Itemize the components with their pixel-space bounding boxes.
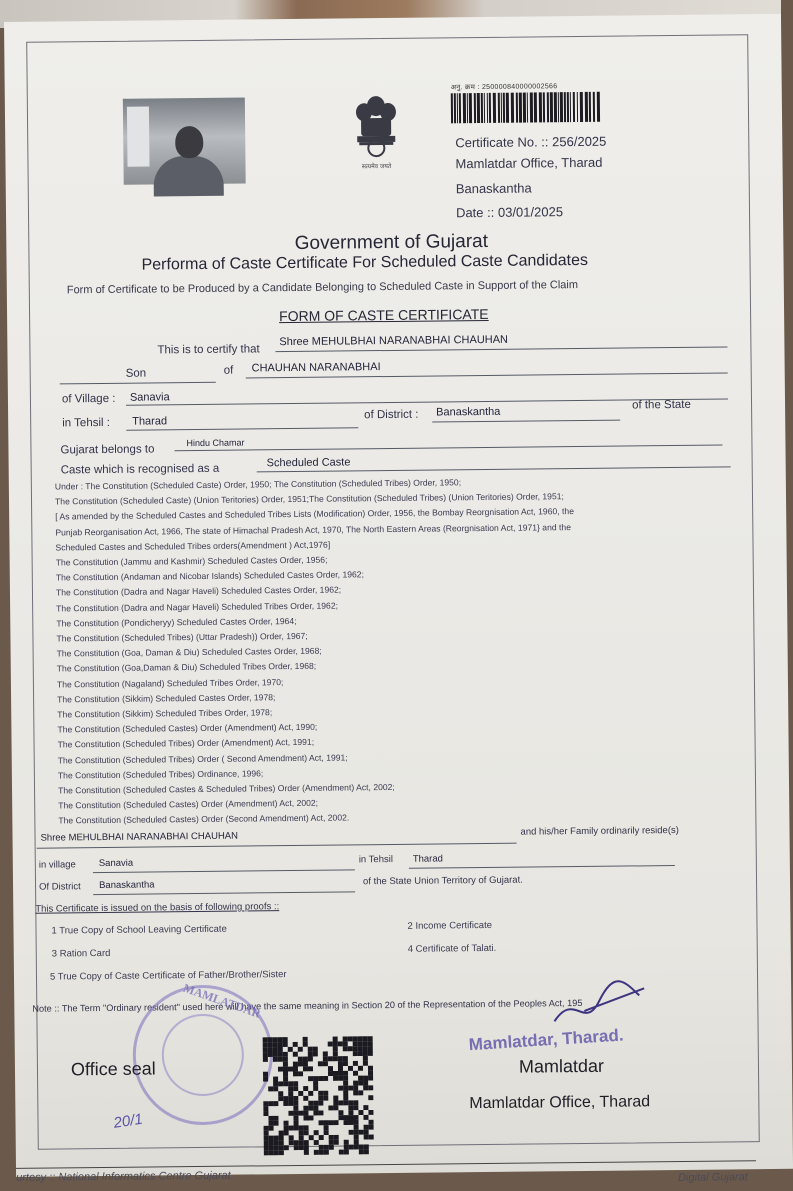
order-line: Punjab Reorganisation Act, 1966, The state of Himachal Pradesh Act, 1970, The North Eastern Areas (Reorgnisation Act, 1971} and the bbox=[55, 521, 572, 538]
order-line: The Constitution (Goa, Daman & Diu) Scheduled Castes Order, 1968; bbox=[56, 645, 322, 659]
order-line: The Constitution (Jammu and Kashmir) Scheduled Castes Order, 1956; bbox=[55, 554, 328, 568]
res-district-label: Of District bbox=[39, 881, 81, 893]
tehsil-value: Tharad bbox=[132, 415, 168, 428]
footer-courtesy: urtesy :: National Informatics Centre Gujarat bbox=[16, 1169, 231, 1184]
belongs-label: Gujarat belongs to bbox=[60, 443, 155, 457]
relation: Son bbox=[125, 367, 147, 380]
certificate-number: Certificate No. :: 256/2025 bbox=[455, 133, 607, 151]
order-line: The Constitution (Scheduled Tribes) Ordinance, 1996; bbox=[57, 768, 264, 781]
signed-stamp-text: Mamlatdar, Tharad. bbox=[468, 1025, 625, 1055]
village-value: Sanavia bbox=[129, 391, 170, 404]
res-district-value: Banaskantha bbox=[98, 879, 155, 892]
recognised-value: Scheduled Caste bbox=[266, 456, 351, 470]
village-label: of Village : bbox=[61, 392, 116, 406]
proof-item-3: 3 Ration Card bbox=[51, 947, 111, 960]
order-line: The Constitution (Sikkim) Scheduled Tribes Order, 1978; bbox=[57, 707, 273, 720]
order-line: The Constitution (Andaman and Nicobar Islands) Scheduled Castes Order, 1962; bbox=[55, 569, 364, 583]
form-description: Form of Certificate to be Produced by a Candidate Belonging to Scheduled Caste in Support of the Claim bbox=[66, 279, 579, 297]
constitution-orders-list bbox=[55, 473, 719, 830]
res-state-text: of the State Union Territory of Gujarat. bbox=[362, 874, 523, 888]
signatory-title: Mamlatdar bbox=[518, 1055, 605, 1077]
handwritten-date: 20/1 bbox=[112, 1110, 144, 1132]
issuing-district: Banaskantha bbox=[455, 180, 532, 197]
performa-title: Performa of Caste Certificate For Scheduled Caste Candidates bbox=[141, 251, 589, 274]
order-line: The Constitution (Scheduled Castes) Order (Amendment) Act, 2002; bbox=[58, 798, 319, 811]
government-title: Government of Gujarat bbox=[294, 230, 489, 254]
proof-item-1: 1 True Copy of School Leaving Certificate bbox=[51, 923, 227, 937]
candidate-name: Shree MEHULBHAI NARANABHAI CHAUHAN bbox=[279, 333, 509, 349]
footer-brand: Digital Gujarat bbox=[678, 1171, 748, 1185]
order-line: The Constitution (Scheduled Castes) Order (Amendment) Act, 1990; bbox=[57, 722, 318, 735]
order-line: The Constitution (Dadra and Nagar Haveli) Scheduled Tribes Order, 1962; bbox=[56, 600, 339, 614]
res-village-label: in village bbox=[38, 859, 76, 871]
barcode-icon bbox=[451, 92, 601, 124]
emblem-caption: सत्यमेव जयते bbox=[361, 162, 392, 171]
national-emblem-icon bbox=[347, 92, 406, 173]
order-line: The Constitution (Dadra and Nagar Haveli) Scheduled Castes Order, 1962; bbox=[55, 584, 342, 598]
district-label: of District : bbox=[364, 408, 419, 422]
of-state: of the State bbox=[631, 398, 691, 412]
res-tehsil-value: Tharad bbox=[412, 853, 443, 865]
tehsil-label: in Tehsil : bbox=[62, 416, 111, 430]
certify-intro: This is to certify that bbox=[157, 343, 260, 357]
order-line: Scheduled Castes and Scheduled Tribes orders(Amendment ) Act,1976] bbox=[55, 539, 331, 553]
res-village-value: Sanavia bbox=[98, 857, 134, 870]
order-line: The Constitution (Nagaland) Scheduled Tribes Order, 1970; bbox=[56, 676, 284, 690]
order-line: The Constitution (Scheduled Castes & Scheduled Tribes) Order (Amendment) Act, 2002; bbox=[57, 782, 395, 796]
qr-code-icon bbox=[263, 1036, 374, 1155]
of-label: of bbox=[223, 364, 234, 377]
form-caste-title: FORM OF CASTE CERTIFICATE bbox=[279, 305, 489, 325]
note-text: Note :: The Term "Ordinary resident" used here will have the same meaning in Section 20 of the Representation of the Peoples Act, 195 bbox=[32, 997, 583, 1014]
proof-item-4: 4 Certificate of Talati. bbox=[407, 942, 497, 955]
order-line: The Constitution (Scheduled Tribes) (Uttar Pradesh)) Order, 1967; bbox=[56, 630, 308, 644]
proofs-heading: This Certificate is issued on the basis of following proofs :: bbox=[35, 901, 280, 915]
order-line: Under : The Constitution (Scheduled Caste) Order, 1950; The Constitution (Scheduled Tribes) Order, 1950; bbox=[54, 477, 462, 492]
order-line: The Constitution (Goa,Daman & Diu) Scheduled Tribes Order, 1968; bbox=[56, 661, 317, 674]
parent-name: CHAUHAN NARANABHAI bbox=[251, 361, 381, 375]
order-line: The Constitution (Scheduled Tribes) Order (Amendment) Act, 1991; bbox=[57, 737, 315, 750]
order-line: The Constitution (Scheduled Castes) Order (Second Amendment) Act, 2002. bbox=[58, 812, 350, 826]
applicant-photo bbox=[123, 97, 246, 184]
order-line: The Constitution (Scheduled Tribes) Order ( Second Amendment) Act, 1991; bbox=[57, 752, 348, 766]
order-line: The Constitution (Pondicheryy) Scheduled Castes Order, 1964; bbox=[56, 615, 297, 629]
order-line: The Constitution (Scheduled Caste) (Union Teritories) Order, 1951;The Constitution (Scheduled Tribes) (Union Teritories) Order, 1951; bbox=[54, 491, 564, 507]
office-seal-label: Office seal bbox=[70, 1058, 156, 1080]
office-stamp bbox=[132, 980, 273, 1125]
proof-item-5: 5 True Copy of Caste Certificate of Father/Brother/Sister bbox=[49, 969, 287, 983]
resident-name: Shree MEHULBHAI NARANABHAI CHAUHAN bbox=[40, 830, 239, 844]
issuing-office: Mamlatdar Office, Tharad bbox=[455, 154, 603, 172]
barcode-number: अनु. क्रम : 250000840000002566 bbox=[450, 83, 558, 92]
order-line: [ As amended by the Scheduled Castes and Scheduled Tribes Lists (Modification) Order, 1956, the Bombay Reorgnisation Act, 1960, the bbox=[55, 506, 575, 522]
signatory-office: Mamlatdar Office, Tharad bbox=[469, 1093, 651, 1113]
recognised-label: Caste which is recognised as a bbox=[60, 462, 220, 477]
reside-text: and his/her Family ordinarily reside(s) bbox=[520, 824, 679, 838]
res-tehsil-label: in Tehsil bbox=[358, 853, 394, 866]
proof-item-2: 2 Income Certificate bbox=[407, 919, 493, 932]
belongs-value: Hindu Chamar bbox=[186, 437, 245, 449]
caste-certificate bbox=[4, 14, 793, 1185]
order-line: The Constitution (Sikkim) Scheduled Castes Order, 1978; bbox=[57, 692, 276, 705]
district-value: Banaskantha bbox=[436, 405, 501, 419]
stamp-text: MAMLATDAR bbox=[181, 980, 263, 1021]
issue-date: Date :: 03/01/2025 bbox=[455, 204, 564, 221]
